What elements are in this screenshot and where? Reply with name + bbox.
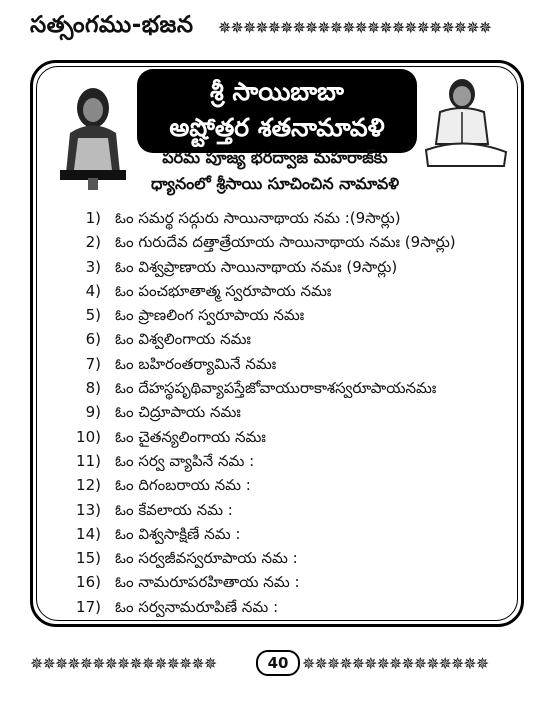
page-header-title: సత్సంగము-భజన <box>30 12 194 38</box>
list-item-text: ఓం కేవలాయ నమ : <box>115 500 233 519</box>
list-item <box>60 449 515 473</box>
footer-ornament-right: ✵✵✵✵✵✵✵✵✵✵✵✵✵✵✵ <box>302 654 489 673</box>
list-item <box>60 522 515 546</box>
list-item <box>60 327 515 351</box>
list-item <box>60 595 515 619</box>
list-item-number: 12) <box>76 476 101 495</box>
list-item-text: ఓం విశ్వప్రాణాయ సాయినాథాయ నమః (9సార్లు) <box>115 257 398 276</box>
list-item-text: ఓం విశ్వసాక్షిణే నమ : <box>115 524 241 543</box>
list-item-text: ఓం ప్రాణలింగ స్వరూపాయ నమః <box>115 306 305 325</box>
list-item <box>60 546 515 570</box>
list-item-number: 7) <box>85 354 101 373</box>
list-item-text: ఓం సర్వజీవస్వరూపాయ నమ : <box>115 549 298 568</box>
page-number: 40 <box>256 650 300 676</box>
list-item <box>60 352 515 376</box>
list-item <box>60 400 515 424</box>
list-item-number: 1) <box>85 209 101 227</box>
list-item <box>60 473 515 497</box>
list-item-number: 17) <box>76 597 101 616</box>
list-item-text: ఓం నామరూపరహితాయ నమ : <box>115 573 300 592</box>
list-item-text: ఓం విశ్వలింగాయ నమః <box>115 330 251 349</box>
subtitle-line-2: ధ్యానంలో శ్రీసాయి సూచించిన నామావళి <box>150 174 399 193</box>
list-item <box>60 425 515 449</box>
list-item <box>60 206 515 230</box>
list-item-text: ఓం పంచభూతాత్మ స్వరూపాయ నమః <box>115 281 332 300</box>
list-item-text: ఓం దేహస్థపృథివ్యాపస్తేజోవాయురాకాశస్వరూపాయనమః <box>115 379 437 398</box>
subtitle-line-1: పరమ పూజ్య భరద్వాజ మహరాజ్‌కు <box>162 148 388 167</box>
list-item-text: ఓం చిద్రూపాయ నమః <box>115 403 241 422</box>
list-item-text: ఓం సమర్థ సద్గురు సాయినాథాయ నమ :(9సార్లు) <box>115 209 401 227</box>
list-item <box>60 255 515 279</box>
list-item-text: ఓం దిగంబరాయ నమ : <box>115 476 251 495</box>
list-item-text: ఓం సర్వనామరూపిణే నమ : <box>115 597 279 616</box>
list-item-number: 11) <box>76 451 101 470</box>
list-item-number: 9) <box>85 403 101 422</box>
list-item-number: 2) <box>85 233 101 252</box>
list-item <box>60 279 515 303</box>
list-item-number: 10) <box>76 427 101 446</box>
header-ornament: ✵✵✵✵✵✵✵✵✵✵✵✵✵✵✵✵✵✵✵✵✵✵ <box>218 18 491 37</box>
list-item-number: 4) <box>85 281 101 300</box>
list-item-text: ఓం చైతన్యలింగాయ నమః <box>115 427 266 446</box>
list-item <box>60 376 515 400</box>
list-item-text: ఓం గురుదేవ దత్తాత్రేయాయ సాయినాథాయ నమః (9సార్లు) <box>115 233 456 252</box>
footer-ornament-left: ✵✵✵✵✵✵✵✵✵✵✵✵✵✵✵ <box>30 654 217 673</box>
list-item-number: 16) <box>76 573 101 592</box>
list-item-number: 15) <box>76 549 101 568</box>
title-line-2: అష్టోత్తర శతనామావళి <box>169 113 385 142</box>
list-item <box>60 498 515 522</box>
list-item-number: 5) <box>85 306 101 325</box>
list-item-number: 3) <box>85 257 101 276</box>
list-item-number: 14) <box>76 524 101 543</box>
title-line-1: శ్రీ సాయిబాబా <box>210 77 344 106</box>
list-item <box>60 303 515 327</box>
list-item-number: 6) <box>85 330 101 349</box>
list-item-text: ఓం సర్వ వ్యాపినే నమ : <box>115 451 255 470</box>
list-item-number: 8) <box>85 379 101 398</box>
list-item-text: ఓం బహిరంతర్యామినే నమః <box>115 354 277 373</box>
names-list <box>60 206 515 619</box>
list-item <box>60 230 515 254</box>
list-item-number: 13) <box>76 500 101 519</box>
list-item <box>60 570 515 594</box>
footer <box>30 650 524 676</box>
title-box <box>137 69 417 153</box>
